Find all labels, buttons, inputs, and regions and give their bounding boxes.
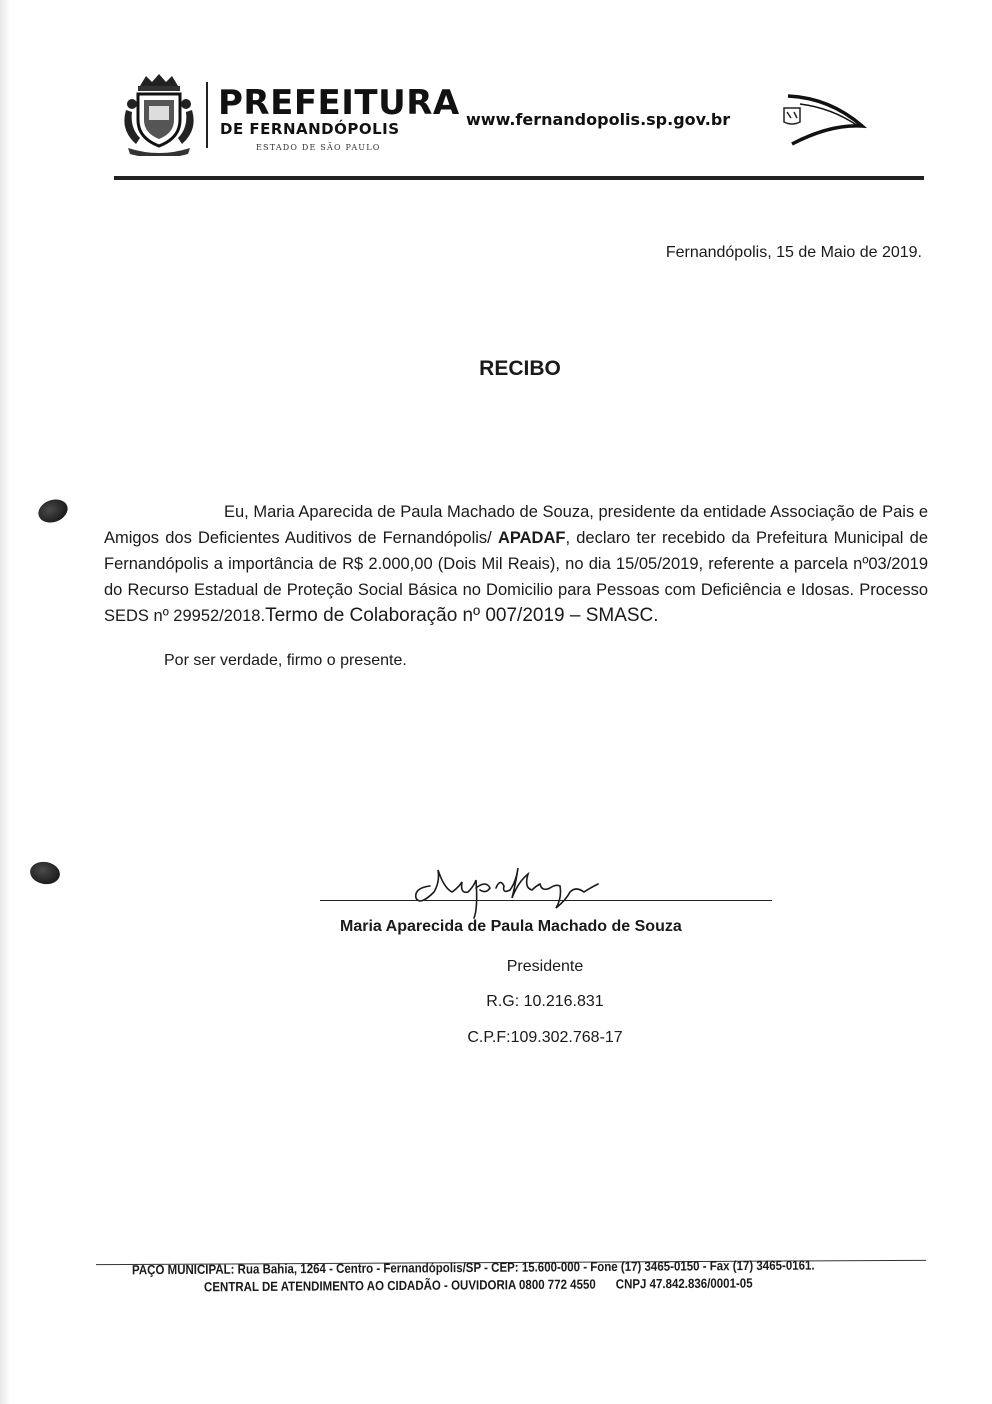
closing-statement: Por ser verdade, firmo o presente.	[164, 652, 407, 669]
paragraph-text-tail: Termo de Colaboração nº 007/2019 – SMASC.	[265, 604, 659, 626]
arrow-logo-icon	[770, 84, 870, 154]
paragraph-text-2: , declaro ter recebido da Prefeitura Municipal de Fernandópolis a importância de R$ 2.000,00 (Dois Mil Reais), no dia 15/05/2019, referente a parcela nº03/2019 do Recurso Estadual de Proteção Social Básica no Domicilio para Pessoas com Deficiência e Idosas. Processo SEDS nº 29952/2018.	[104, 528, 928, 625]
punch-hole	[28, 860, 61, 887]
brand-title: PREFEITURA	[218, 83, 460, 123]
signer-rg: R.G: 10.216.831	[486, 993, 604, 1010]
page-edge-shadow	[0, 0, 10, 1404]
receipt-paragraph	[104, 499, 928, 629]
footer-ouvidoria: CENTRAL DE ATENDIMENTO AO CIDADÃO - OUVIDORIA 0800 772 4550	[204, 1278, 596, 1295]
document-title: RECIBO	[479, 357, 561, 380]
paragraph-text-1: Eu, Maria Aparecida de Paula Machado de Souza, presidente da entidade Associação de Pais e Amigos dos Deficientes Auditivos de Fernandópolis/	[104, 502, 928, 547]
brand-state: ESTADO DE SÃO PAULO	[256, 143, 381, 152]
footer-cnpj: CNPJ 47.842.836/0001-05	[615, 1277, 753, 1292]
signature-line	[320, 900, 772, 901]
footer-address: PAÇO MUNICIPAL: Rua Bahia, 1264 - Centro - Fernandópolis/SP - CEP: 15.600-000 - Fone (17) 3465-0150 - Fax (17) 3465-0161.	[132, 1259, 815, 1278]
letterhead	[0, 0, 992, 190]
handwritten-signature	[400, 848, 610, 922]
paragraph-entity-acronym: APADAF	[497, 528, 566, 547]
signer-role: Presidente	[506, 958, 584, 975]
brand-subtitle: DE FERNANDÓPOLIS	[220, 120, 400, 138]
document-date: Fernandópolis, 15 de Maio de 2019.	[665, 244, 922, 261]
coat-of-arms-icon	[118, 70, 200, 156]
footer-contact	[204, 1277, 753, 1295]
signer-name: Maria Aparecida de Paula Machado de Souza	[340, 918, 682, 935]
header-divider	[206, 82, 208, 148]
punch-hole	[35, 496, 71, 527]
signer-cpf: C.P.F:109.302.768-17	[467, 1029, 623, 1046]
header-rule	[114, 176, 924, 180]
website-url[interactable]: www.fernandopolis.sp.gov.br	[466, 110, 731, 129]
